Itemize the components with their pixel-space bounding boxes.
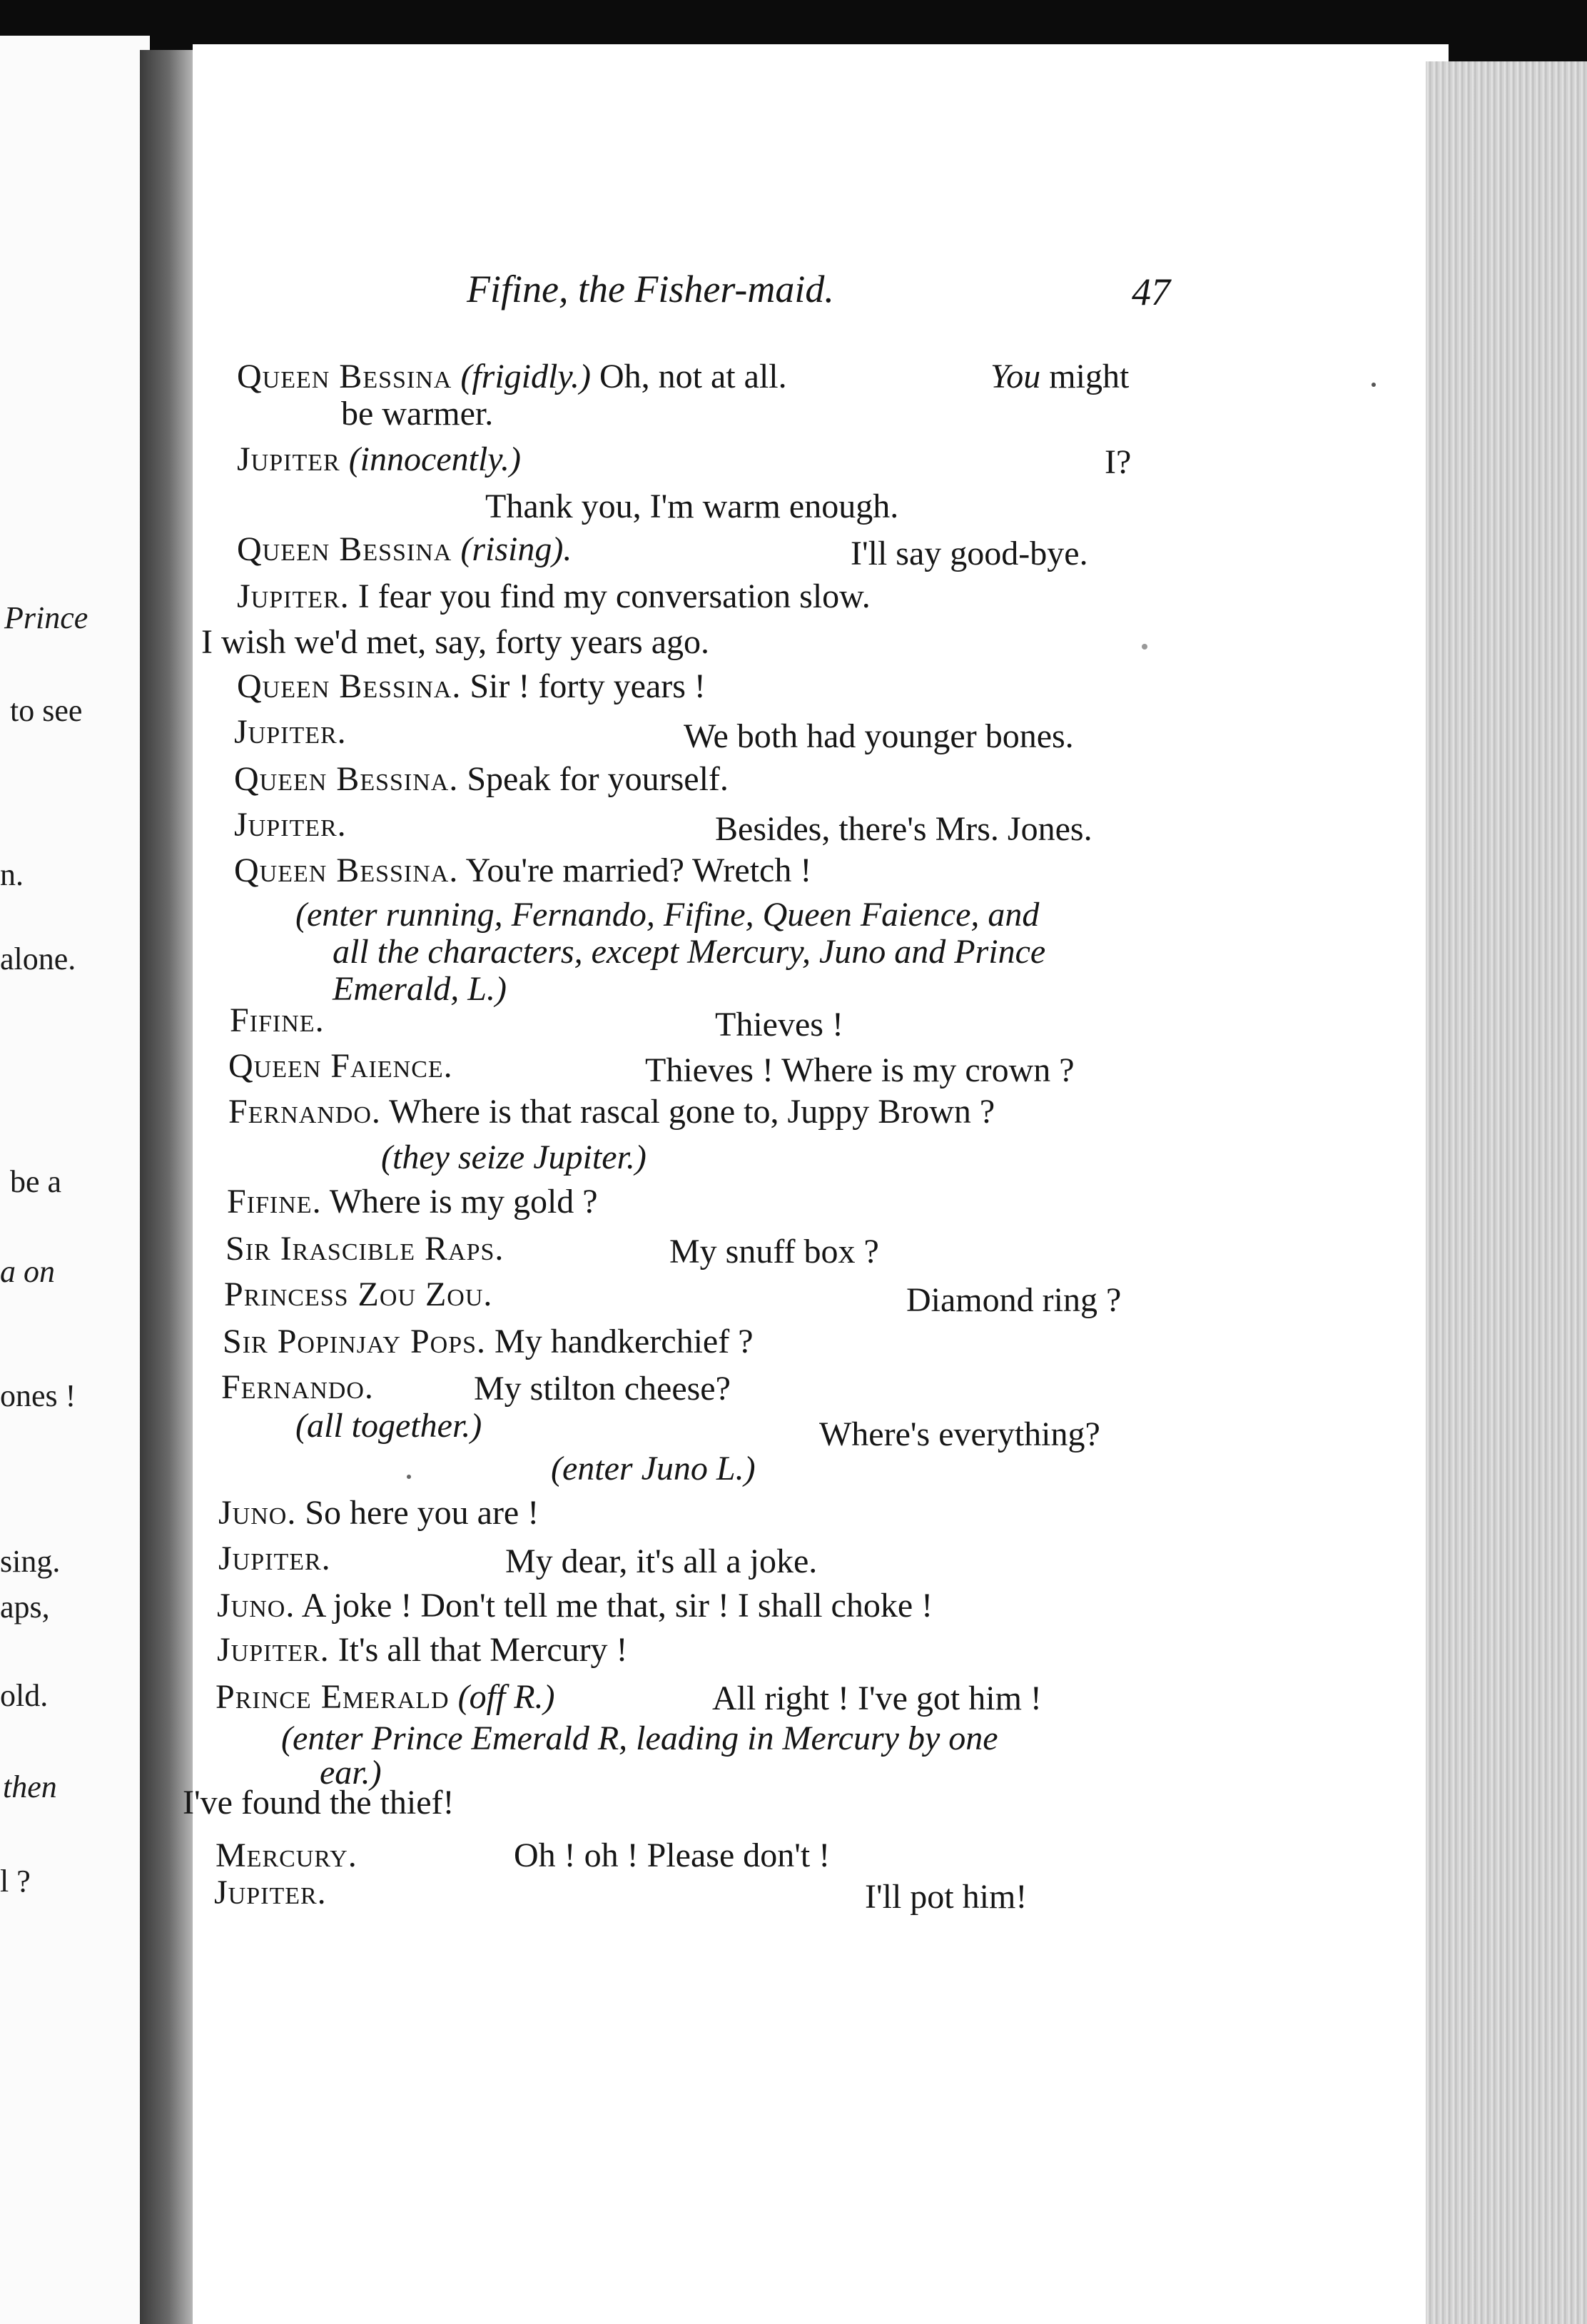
dialogue-text: Where's everything? xyxy=(819,1415,1100,1453)
dialogue-text: Where is my gold ? xyxy=(329,1183,598,1221)
dialogue-text: I've found the thief! xyxy=(183,1784,455,1822)
stage-direction: all the characters, except Mercury, Juno and Prince xyxy=(333,933,1046,971)
left-facing-page xyxy=(0,36,150,2324)
dialogue-line xyxy=(237,577,871,615)
dialogue-line xyxy=(237,532,572,567)
dialogue-text: So here you are ! xyxy=(305,1494,539,1532)
dialogue-line xyxy=(234,808,347,842)
speaker: Fernando. xyxy=(221,1368,374,1406)
dialogue-line xyxy=(216,1680,555,1714)
dialogue-line xyxy=(227,1185,598,1219)
running-title: Fifine, the Fisher-maid. xyxy=(467,268,834,310)
dialogue-text: All right ! I've got him ! xyxy=(712,1679,1042,1717)
dialogue-text: Where is that rascal gone to, Juppy Brown ? xyxy=(389,1093,995,1131)
dialogue-text: I? xyxy=(1105,443,1132,481)
dialogue-line xyxy=(237,360,787,394)
dialogue-text: My snuff box ? xyxy=(669,1233,879,1270)
speaker: Juno. xyxy=(218,1494,297,1532)
dialogue-text: Thank you, I'm warm enough. xyxy=(485,487,899,525)
emphasis: You xyxy=(990,358,1041,395)
stage-direction: (enter running, Fernando, Fifine, Queen Faience, and xyxy=(295,896,1040,934)
speaker: Queen Bessina. xyxy=(237,667,462,705)
left-fragment: alone. xyxy=(0,941,76,976)
dialogue-text: My stilton cheese? xyxy=(474,1370,731,1408)
speaker: Prince Emerald xyxy=(216,1678,450,1716)
speck-mark xyxy=(1142,644,1147,650)
speaker: Fernando. xyxy=(228,1093,381,1131)
speaker: Fifine. xyxy=(227,1183,322,1221)
dialogue-line xyxy=(217,1589,933,1623)
dialogue-text: Thieves ! Where is my crown ? xyxy=(645,1051,1075,1089)
speaker: Queen Bessina xyxy=(237,358,452,395)
dialogue-line xyxy=(237,667,706,705)
stage-direction: (enter Prince Emerald R, leading in Mercury by one xyxy=(281,1719,998,1757)
dialogue-text: I'll say good-bye. xyxy=(851,535,1088,572)
stage-direction: (frigidly.) xyxy=(460,358,591,395)
dialogue-text: be warmer. xyxy=(341,395,494,433)
left-fragment: then xyxy=(3,1769,57,1804)
stage-direction: (rising). xyxy=(460,530,572,568)
speaker: Queen Bessina. xyxy=(234,852,459,889)
speaker: Juno. xyxy=(217,1587,295,1625)
speaker: Jupiter. xyxy=(234,806,347,844)
dialogue-line xyxy=(218,1496,539,1530)
left-fragment: be a xyxy=(10,1164,62,1199)
dialogue-text: might xyxy=(1049,358,1130,395)
stage-direction: (they seize Jupiter.) xyxy=(381,1138,647,1176)
dialogue-text: I wish we'd met, say, forty years ago. xyxy=(201,623,710,661)
dialogue-line xyxy=(228,1049,453,1083)
dialogue-line xyxy=(223,1325,754,1359)
speck-mark xyxy=(407,1475,411,1479)
dialogue-text: Oh ! oh ! Please don't ! xyxy=(514,1837,831,1874)
dialogue-line xyxy=(217,1633,628,1667)
dialogue-text: You're married? Wretch ! xyxy=(465,852,812,889)
speaker-name: Jupiter. xyxy=(234,713,347,751)
speaker: Mercury. xyxy=(216,1837,358,1874)
speaker: Fifine. xyxy=(230,1001,325,1039)
dialogue-line xyxy=(218,1542,331,1576)
dialogue-text: Sir ! forty years ! xyxy=(470,667,706,705)
dialogue-line xyxy=(228,1095,995,1129)
stage-direction: Emerald, L.) xyxy=(333,970,507,1008)
dialogue-line xyxy=(214,1876,327,1910)
left-fragment: to see xyxy=(10,693,83,728)
stage-direction: (enter Juno L.) xyxy=(551,1450,756,1487)
page-edges xyxy=(1426,61,1587,2324)
speaker: Princess Zou Zou. xyxy=(224,1275,493,1313)
left-fragment: aps, xyxy=(0,1590,50,1625)
dialogue-line xyxy=(216,1839,358,1873)
page-number: 47 xyxy=(1132,271,1170,313)
dialogue-line xyxy=(225,1232,504,1266)
dialogue-text: We both had younger bones. xyxy=(684,717,1074,755)
dialogue-line xyxy=(237,440,521,478)
dialogue-text: My handkerchief ? xyxy=(495,1323,754,1360)
dialogue-text: My dear, it's all a joke. xyxy=(505,1542,818,1580)
speaker: Jupiter. xyxy=(237,577,350,615)
stage-direction: ear.) xyxy=(320,1754,382,1792)
speaker: Jupiter xyxy=(237,440,340,478)
speaker: Jupiter. xyxy=(217,1631,330,1669)
left-fragment: sing. xyxy=(0,1544,61,1579)
left-fragment: n. xyxy=(0,857,24,892)
dialogue-text: It's all that Mercury ! xyxy=(338,1631,628,1669)
speaker: Jupiter. xyxy=(218,1540,331,1577)
dialogue-line xyxy=(221,1370,374,1405)
stage-direction: (all together.) xyxy=(295,1407,482,1445)
speck-mark xyxy=(1371,383,1376,387)
speaker: Queen Faience. xyxy=(228,1047,453,1085)
dialogue-line xyxy=(234,762,729,797)
left-fragment: old. xyxy=(0,1678,49,1713)
speaker: Sir Irascible Raps. xyxy=(225,1230,505,1268)
left-fragment: a on xyxy=(0,1254,55,1289)
speaker: Queen Bessina. xyxy=(234,760,459,798)
dialogue-line-end xyxy=(990,360,1129,394)
dialogue-text: Besides, there's Mrs. Jones. xyxy=(715,810,1092,848)
stage-direction: (off R.) xyxy=(457,1678,555,1716)
dialogue-text: I'll pot him! xyxy=(865,1878,1028,1916)
dialogue-text: Thieves ! xyxy=(715,1006,843,1044)
dialogue-text: I fear you find my conversation slow. xyxy=(358,577,871,615)
left-fragment: Prince xyxy=(4,600,88,635)
dialogue-text: Diamond ring ? xyxy=(906,1281,1122,1319)
left-fragment: ones ! xyxy=(0,1378,76,1413)
dialogue-text: Speak for yourself. xyxy=(467,760,729,798)
stage-direction: (innocently.) xyxy=(348,440,521,478)
speaker: Queen Bessina xyxy=(237,530,452,568)
dialogue-line xyxy=(230,1001,325,1039)
speaker: Jupiter. xyxy=(214,1874,327,1911)
dialogue-text: Oh, not at all. xyxy=(599,358,787,395)
dialogue-line xyxy=(224,1275,493,1313)
left-fragment: l ? xyxy=(0,1864,31,1899)
dialogue-text: A joke ! Don't tell me that, sir ! I shall choke ! xyxy=(301,1587,933,1625)
speaker xyxy=(234,715,347,749)
speaker: Sir Popinjay Pops. xyxy=(223,1323,487,1360)
dialogue-line xyxy=(234,854,811,888)
